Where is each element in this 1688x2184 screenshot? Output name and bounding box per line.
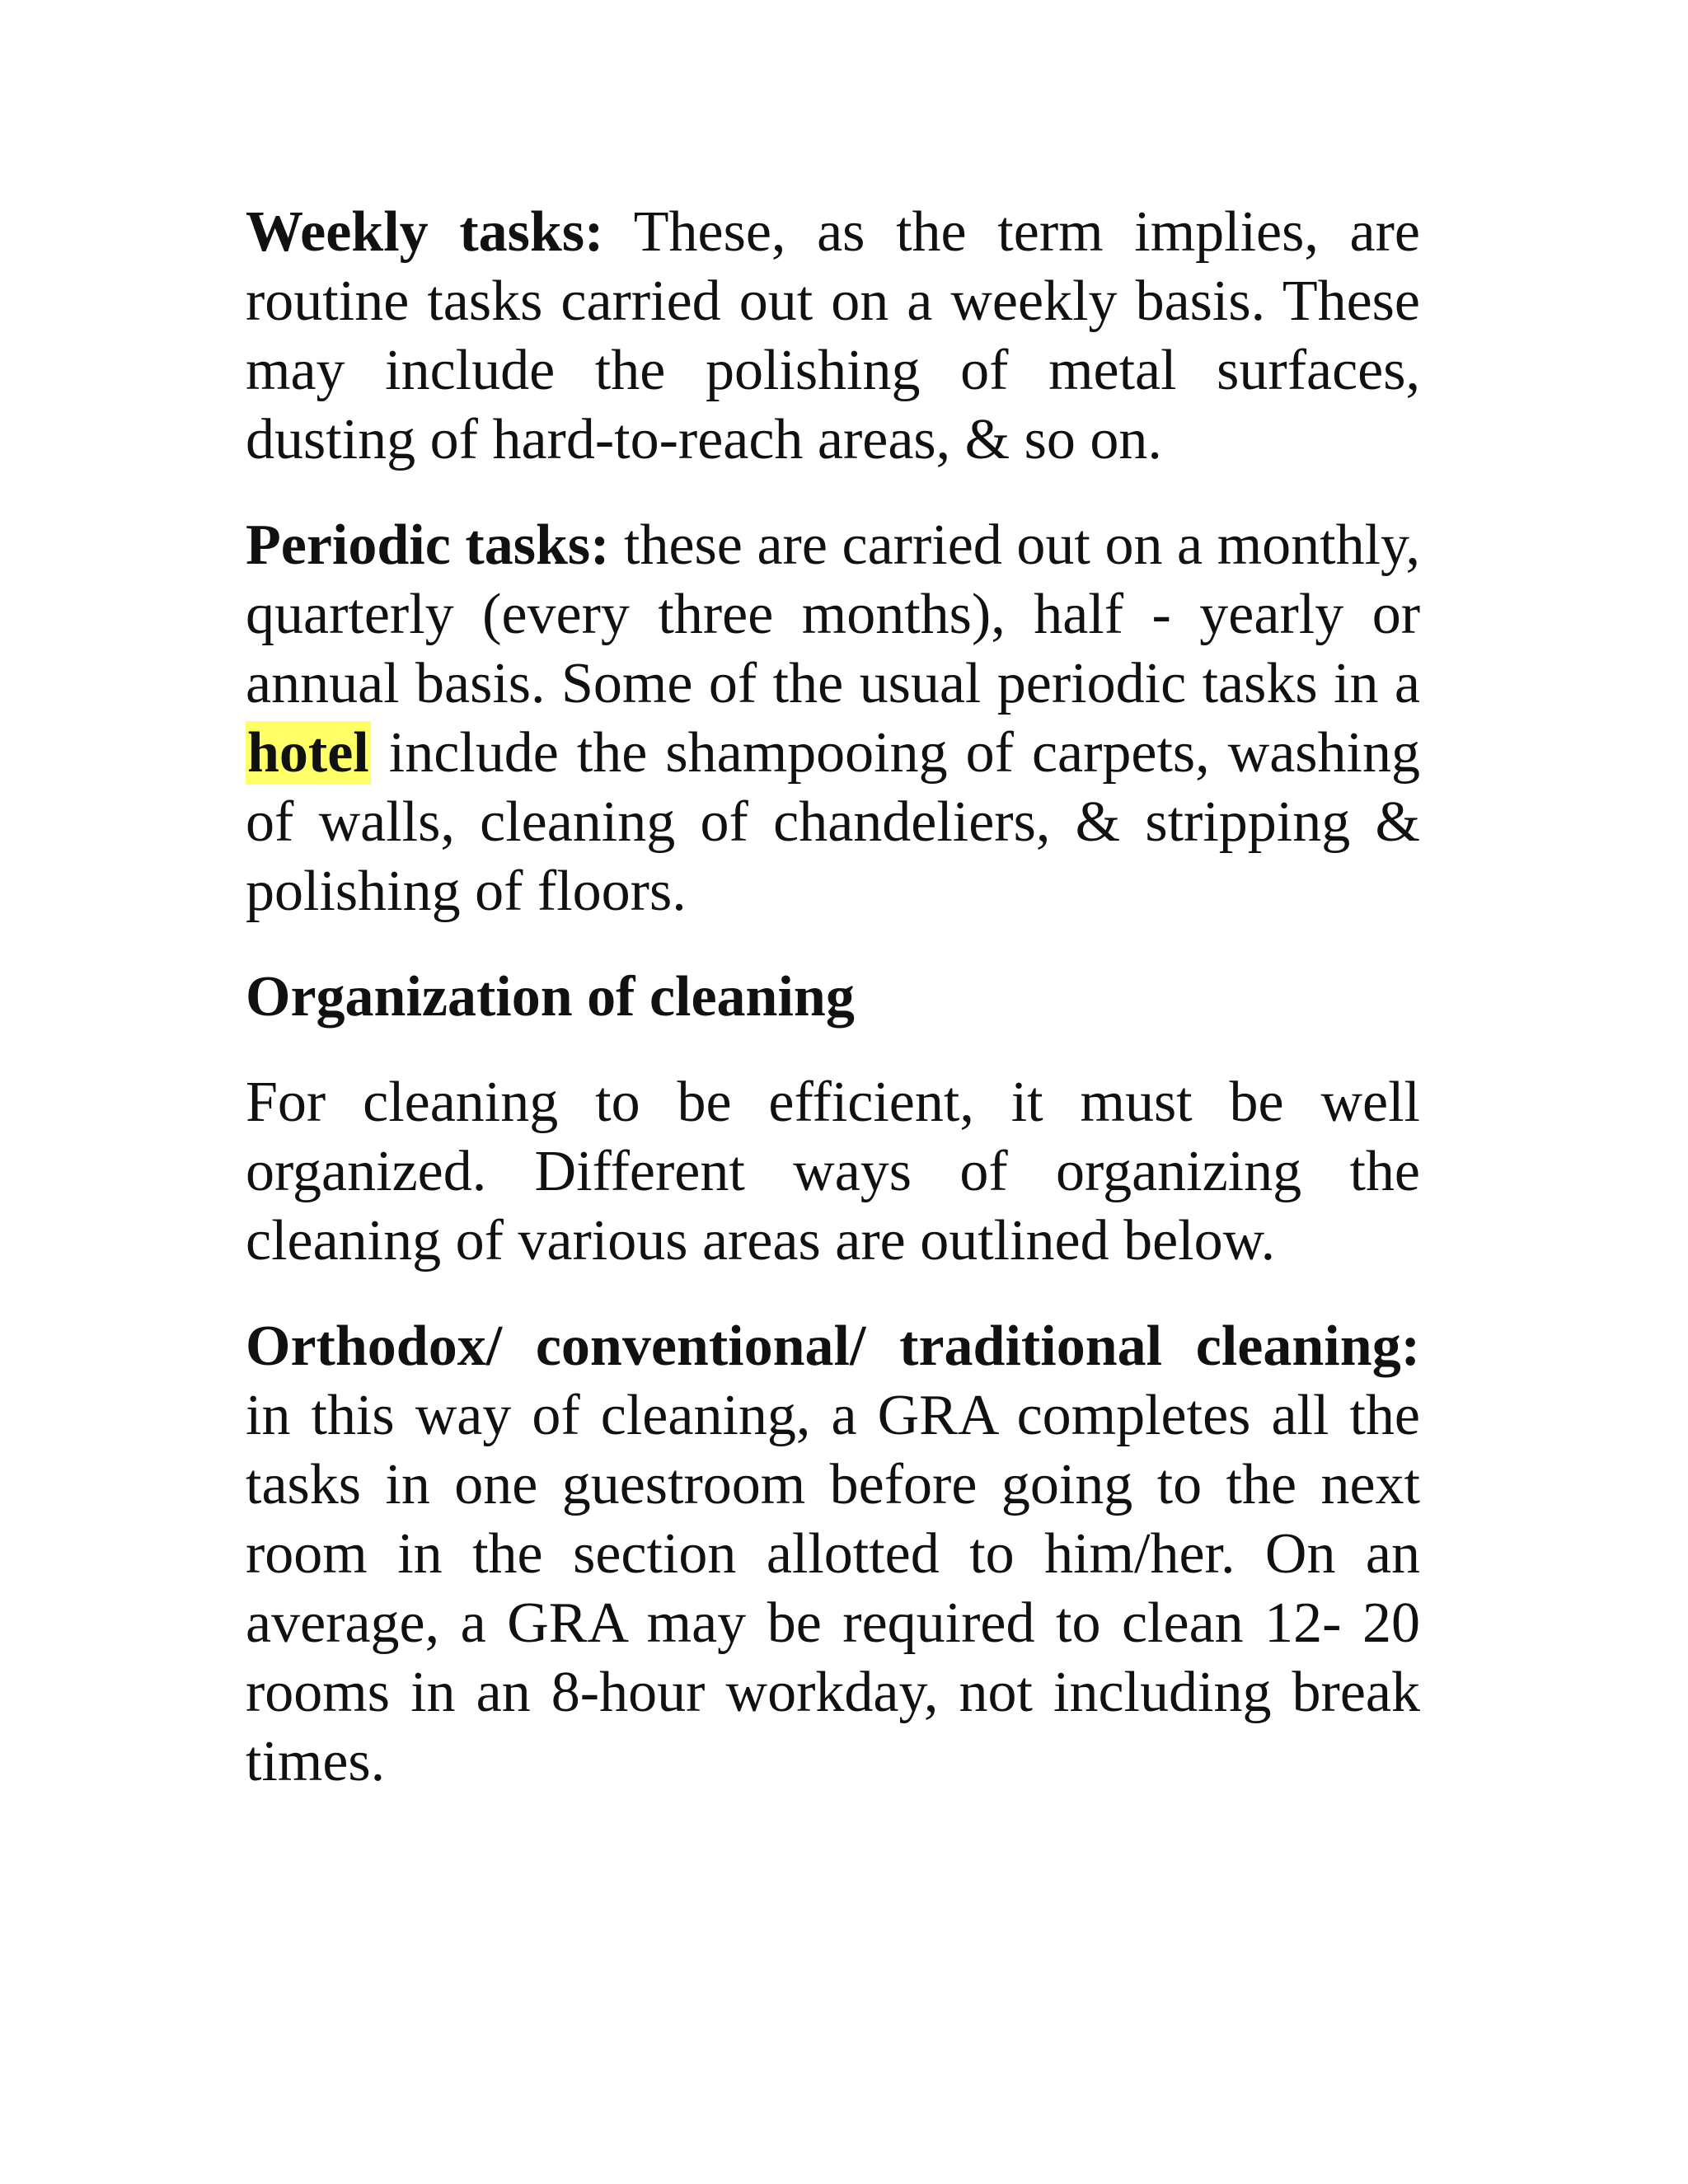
weekly-tasks-label: Weekly tasks: [246,200,604,264]
periodic-tasks-text-before: these are carried out on a monthly, quarterly (every three months), half - yearly or annual basis. Some of the usual periodic tasks in a [246,513,1421,715]
periodic-tasks-paragraph [246,511,1420,926]
section-heading: Organization of cleaning [246,965,855,1029]
document-page [246,198,1420,1833]
weekly-tasks-text: These, as the term implies, are routine tasks carried out on a weekly basis. These may include the polishing of metal surfaces, dusting of hard-to-reach areas, & so on. [246,200,1420,471]
periodic-tasks-text-after: include the shampooing of carpets, washing of walls, cleaning of chandeliers, & stripping & polishing of floors. [246,721,1420,923]
highlighted-term: hotel [247,721,369,785]
orthodox-cleaning-label: Orthodox/ conventional/ traditional cleaning: [246,1315,1420,1378]
periodic-tasks-label: Periodic tasks: [246,513,610,577]
orthodox-cleaning-paragraph [246,1312,1420,1797]
weekly-tasks-paragraph [246,198,1420,475]
orthodox-cleaning-text: in this way of cleaning, a GRA completes all the tasks in one guestroom before going to the next room in the section allotted to him/her. On an average, a GRA may be required to clean 12- 20 rooms in an 8-hour workday, not including break times. [246,1384,1420,1793]
organization-paragraph: For cleaning to be efficient, it must be well organized. Different ways of organizing the cleaning of various areas are outlined below. [246,1071,1420,1272]
